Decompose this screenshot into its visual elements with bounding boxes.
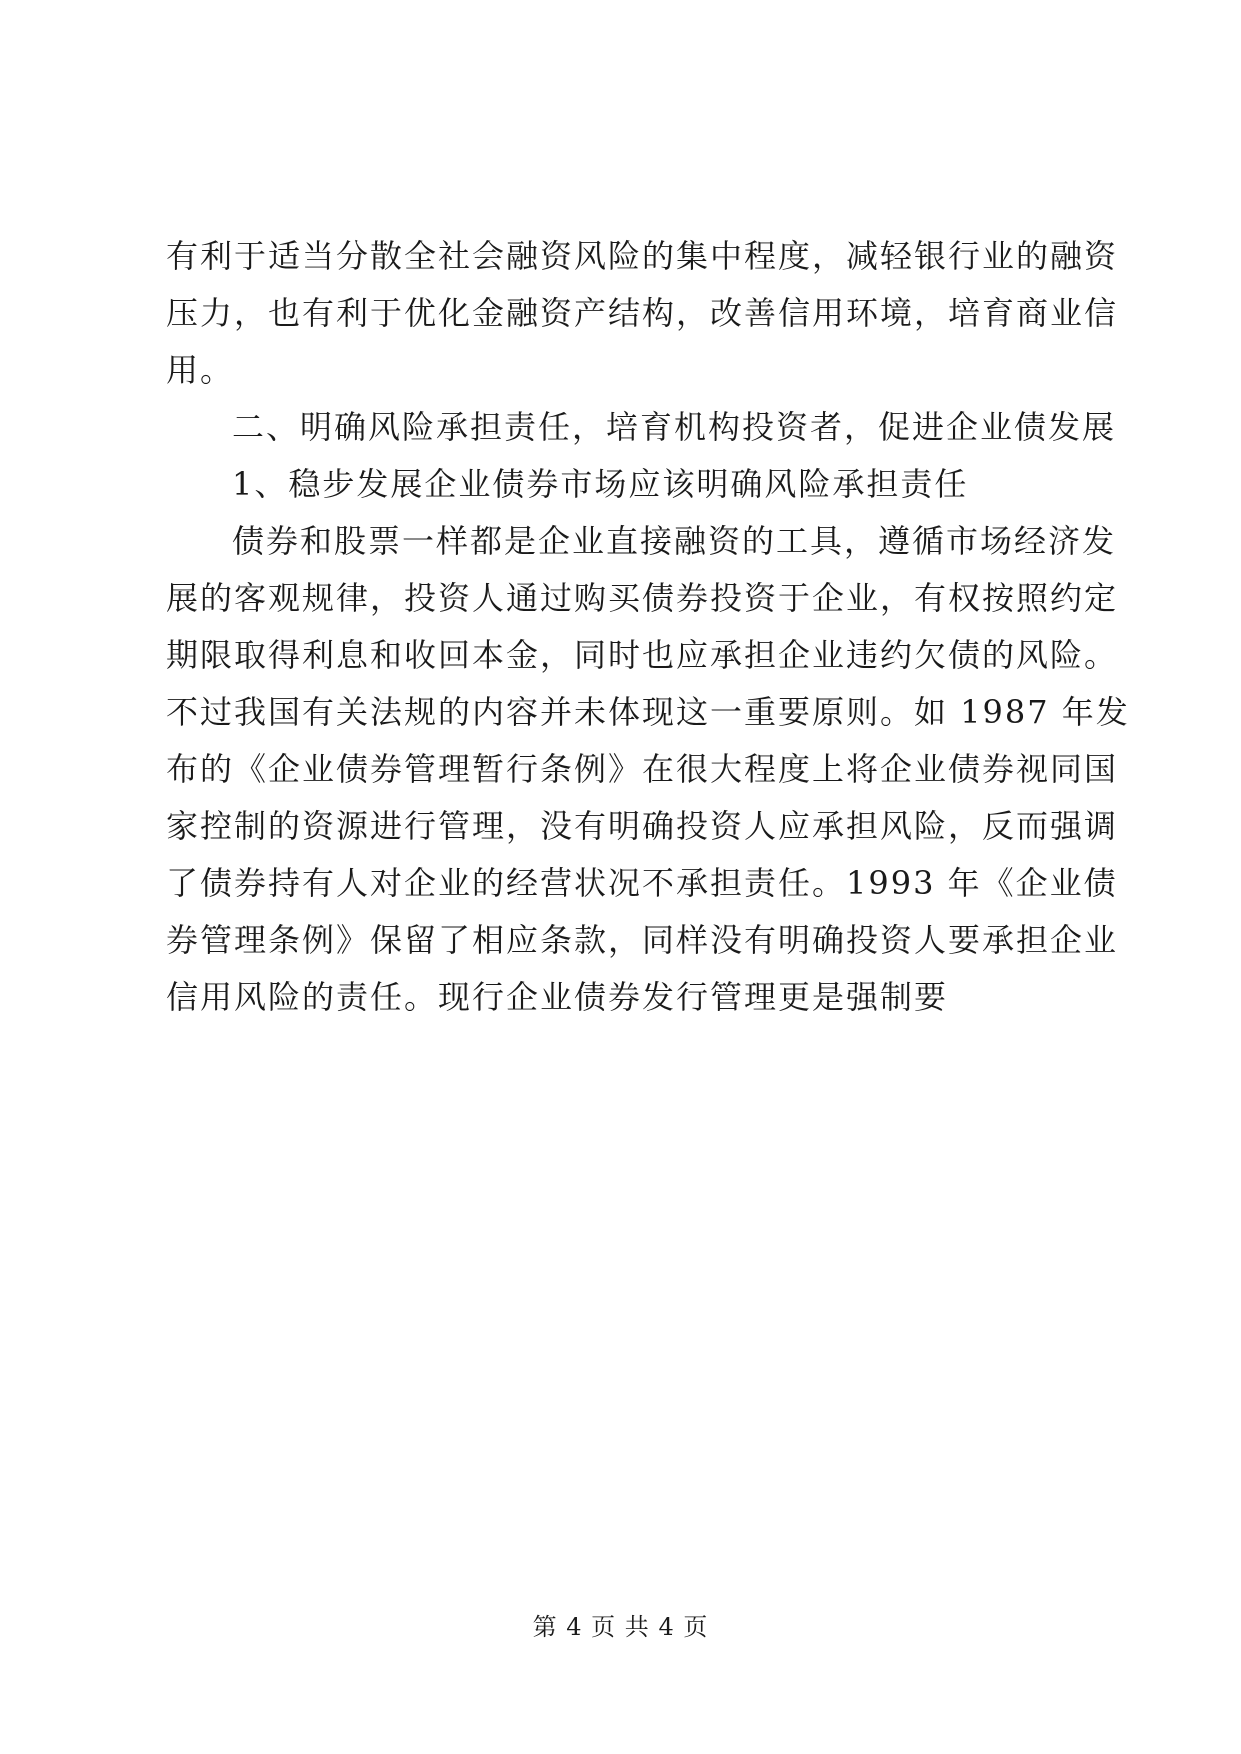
text-line: 信用风险的责任。现行企业债券发行管理更是强制要 xyxy=(166,978,949,1016)
text-line: 用。 xyxy=(166,351,235,389)
subsection-heading: 1、稳步发展企业债券市场应该明确风险承担责任 xyxy=(232,465,969,503)
text-line: 不过我国有关法规的内容并未体现这一重要原则。如 1987 年发 xyxy=(166,693,1130,731)
text-line: 债券和股票一样都是企业直接融资的工具，遵循市场经济发 xyxy=(232,522,1117,560)
document-body xyxy=(166,228,1130,1026)
section-heading: 二、明确风险承担责任，培育机构投资者，促进企业债发展 xyxy=(232,408,1117,446)
text-line: 布的《企业债券管理暂行条例》在很大程度上将企业债券视同国 xyxy=(166,750,1119,788)
text-line: 期限取得利息和收回本金，同时也应承担企业违约欠债的风险。 xyxy=(166,636,1119,674)
page-number-footer: 第 4 页 共 4 页 xyxy=(532,1613,709,1641)
text-line: 券管理条例》保留了相应条款，同样没有明确投资人要承担企业 xyxy=(166,921,1119,959)
text-line: 压力，也有利于优化金融资产结构，改善信用环境，培育商业信 xyxy=(166,294,1119,332)
text-line: 家控制的资源进行管理，没有明确投资人应承担风险，反而强调 xyxy=(166,807,1119,845)
text-line: 了债券持有人对企业的经营状况不承担责任。1993 年《企业债 xyxy=(166,864,1118,902)
text-line: 展的客观规律，投资人通过购买债券投资于企业，有权按照约定 xyxy=(166,579,1119,617)
text-line: 有利于适当分散全社会融资风险的集中程度，减轻银行业的融资 xyxy=(166,237,1119,275)
